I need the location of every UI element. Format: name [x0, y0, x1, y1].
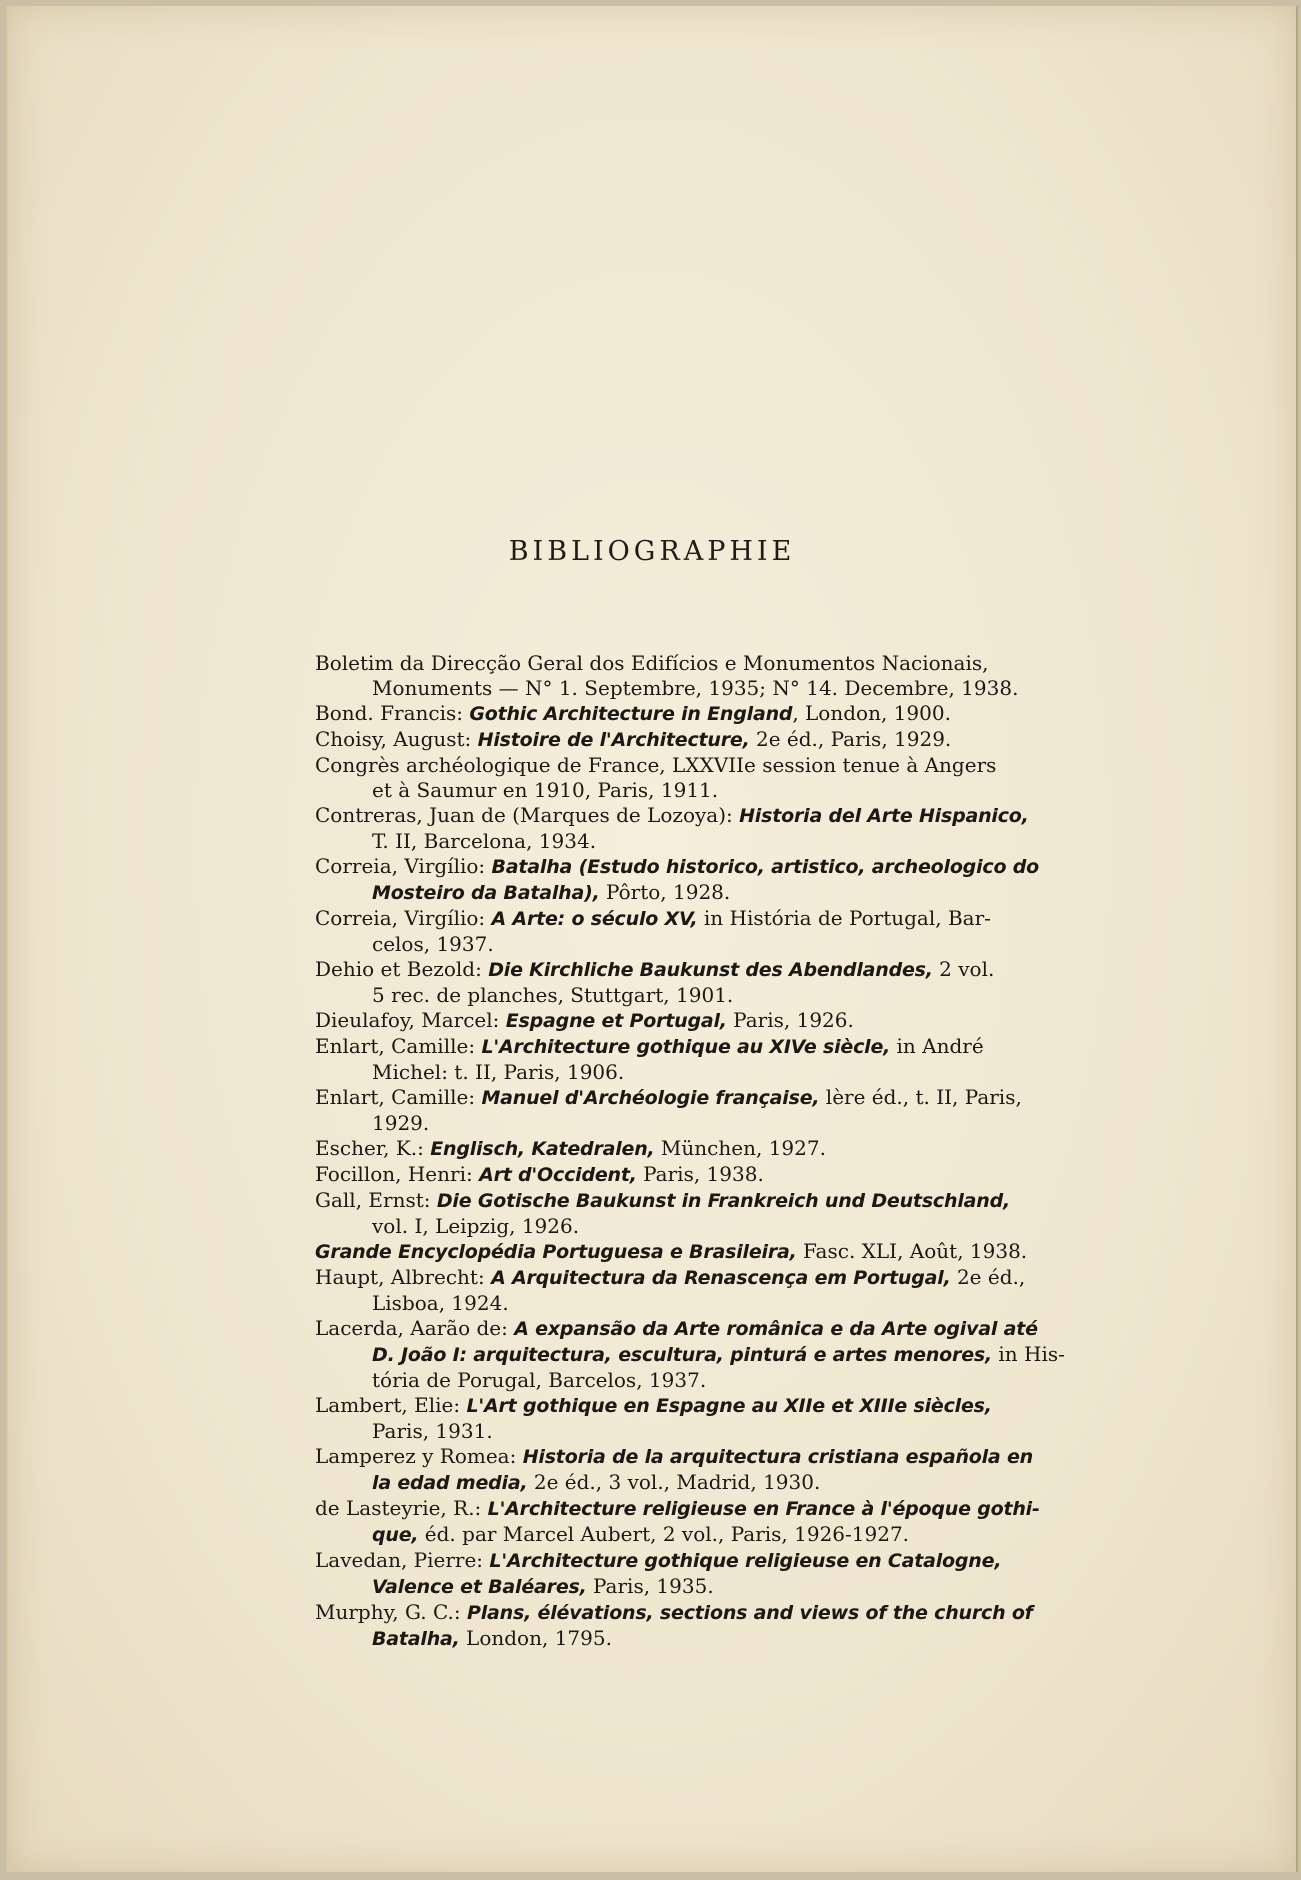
entry-text: Paris, 1926.: [726, 1008, 854, 1032]
bibliography-entry: [315, 651, 1100, 701]
entry-line: [315, 701, 1100, 727]
bibliography-entry: [315, 1085, 1100, 1136]
entry-text: Lacerda, Aarão de:: [315, 1316, 515, 1340]
entry-title-italic: Grande Encyclopédia Portuguesa e Brasileira,: [315, 1241, 797, 1263]
entry-text: Paris, 1935.: [586, 1574, 714, 1598]
entry-text: Fasc. XLI, Août, 1938.: [796, 1239, 1028, 1263]
entry-title-italic: A expansão da Arte românica e da Arte ogival até: [514, 1318, 1038, 1340]
entry-text: Lavedan, Pierre:: [315, 1548, 490, 1572]
entry-text: Lambert, Elie:: [315, 1393, 467, 1417]
entry-line: [315, 1188, 1100, 1214]
entry-text: , London, 1900.: [792, 701, 951, 725]
entry-text: Contreras, Juan de (Marques de Lozoya):: [315, 803, 740, 827]
entry-line: [315, 906, 1100, 932]
entry-title-italic: Histoire de l'Architecture,: [477, 729, 750, 751]
entry-line: [372, 1522, 1100, 1548]
entry-text: Escher, K.:: [315, 1136, 431, 1160]
entry-line: [315, 1600, 1100, 1626]
entry-title-italic: Valence et Baléares,: [372, 1576, 587, 1598]
entry-title-italic: Espagne et Portugal,: [505, 1010, 727, 1032]
entry-title-italic: Art d'Occident,: [479, 1164, 637, 1186]
entry-line: [315, 1444, 1100, 1470]
entry-text: Correia, Virgílio:: [315, 854, 492, 878]
entry-line: [315, 957, 1100, 983]
entry-text: Lamperez y Romea:: [315, 1444, 523, 1468]
bibliography-entry: [315, 1034, 1100, 1085]
entry-text: 1929.: [372, 1111, 430, 1135]
entry-line: [315, 1162, 1100, 1188]
entry-title-italic: Batalha,: [372, 1628, 460, 1650]
entry-line: [315, 1265, 1100, 1291]
entry-text: T. II, Barcelona, 1934.: [372, 829, 597, 853]
entry-line: [315, 1085, 1100, 1111]
entry-text: Michel: t. II, Paris, 1906.: [372, 1060, 625, 1084]
entry-line: [315, 803, 1100, 829]
entry-line: [372, 1470, 1100, 1496]
bibliography-entry: [315, 1600, 1100, 1652]
entry-line: [372, 676, 1100, 701]
bibliography-entry: [315, 1265, 1100, 1316]
entry-title-italic: la edad media,: [372, 1472, 528, 1494]
entry-text: 2e éd.,: [950, 1265, 1026, 1289]
entry-text: lère éd., t. II, Paris,: [819, 1085, 1022, 1109]
entry-line: [315, 1136, 1100, 1162]
entry-title-italic: Historia del Arte Hispanico,: [739, 805, 1029, 827]
bibliography-entry: [315, 803, 1100, 854]
entry-title-italic: L'Art gothique en Espagne au XIIe et XIIIe siècles,: [466, 1395, 992, 1417]
entry-line: [372, 778, 1100, 803]
entry-line: [372, 1291, 1100, 1316]
entry-text: de Lasteyrie, R.:: [315, 1496, 488, 1520]
entry-line: [372, 880, 1100, 906]
entry-line: [372, 983, 1100, 1008]
entry-text: Bond. Francis:: [315, 701, 470, 725]
entry-line: [315, 1239, 1100, 1265]
entry-title-italic: Manuel d'Archéologie française,: [481, 1087, 820, 1109]
entry-text: vol. I, Leipzig, 1926.: [372, 1214, 580, 1238]
entry-text: Focillon, Henri:: [315, 1162, 480, 1186]
entry-text: Lisboa, 1924.: [372, 1291, 509, 1315]
entry-text: Choisy, August:: [315, 727, 478, 751]
bibliography-entry: [315, 1136, 1100, 1162]
bibliography-entry: [315, 1444, 1100, 1496]
entry-title-italic: Die Gotische Baukunst in Frankreich und Deutschland,: [436, 1190, 1010, 1212]
entry-line: [315, 651, 1100, 676]
entry-line: [372, 1214, 1100, 1239]
bibliography-entry: [315, 1162, 1100, 1188]
entry-text: Enlart, Camille:: [315, 1034, 482, 1058]
entry-line: [372, 829, 1100, 854]
entry-title-italic: Die Kirchliche Baukunst des Abendlandes,: [488, 959, 933, 981]
entry-text: Paris, 1938.: [636, 1162, 764, 1186]
entry-text: Correia, Virgílio:: [315, 906, 492, 930]
bibliography-entry: [315, 1316, 1100, 1393]
entry-line: [315, 1316, 1100, 1342]
entry-line: [372, 932, 1100, 957]
entry-line: [315, 854, 1100, 880]
entry-text: in André: [890, 1034, 984, 1058]
entry-line: [315, 1548, 1100, 1574]
entry-text: Congrès archéologique de France, LXXVIIe session tenue à Angers: [315, 753, 997, 777]
entry-text: Gall, Ernst:: [315, 1188, 437, 1212]
entry-line: [315, 1008, 1100, 1034]
entry-text: Enlart, Camille:: [315, 1085, 482, 1109]
bibliography-entry: [315, 1548, 1100, 1600]
entry-text: in História de Portugal, Bar-: [697, 906, 991, 930]
entry-text: Boletim da Direcção Geral dos Edifícios e Monumentos Nacionais,: [315, 651, 989, 675]
entry-text: Dieulafoy, Marcel:: [315, 1008, 506, 1032]
entry-text: tória de Porugal, Barcelos, 1937.: [372, 1368, 707, 1392]
entry-title-italic: Batalha (Estudo historico, artistico, archeologico do: [491, 856, 1039, 878]
bibliography-entry: [315, 957, 1100, 1008]
bibliography-entry: [315, 906, 1100, 957]
entry-text: Murphy, G. C.:: [315, 1600, 467, 1624]
bibliography-entry: [315, 1496, 1100, 1548]
entry-text: 5 rec. de planches, Stuttgart, 1901.: [372, 983, 734, 1007]
bibliography-entry: [315, 701, 1100, 727]
entry-text: Pôrto, 1928.: [599, 880, 731, 904]
entry-title-italic: Historia de la arquitectura cristiana española en: [522, 1446, 1033, 1468]
entry-text: 2e éd., 3 vol., Madrid, 1930.: [527, 1470, 821, 1494]
entry-text: éd. par Marcel Aubert, 2 vol., Paris, 1926-1927.: [418, 1522, 910, 1546]
bibliography-entry: [315, 1188, 1100, 1239]
entry-text: Dehio et Bezold:: [315, 957, 489, 981]
entry-text: Haupt, Albrecht:: [315, 1265, 492, 1289]
entry-title-italic: Englisch, Katedralen,: [430, 1138, 655, 1160]
entry-text: Monuments — N° 1. Septembre, 1935; N° 14. Decembre, 1938.: [372, 676, 1019, 700]
entry-line: [315, 1034, 1100, 1060]
page-heading: BIBLIOGRAPHIE: [508, 536, 796, 567]
entry-text: 2 vol.: [932, 957, 995, 981]
entry-line: [372, 1060, 1100, 1085]
entry-line: [372, 1574, 1100, 1600]
entry-title-italic: L'Architecture religieuse en France à l'époque gothi-: [487, 1498, 1040, 1520]
entry-line: [372, 1626, 1100, 1652]
bibliography-entry: [315, 1239, 1100, 1265]
bibliography-entry: [315, 753, 1100, 803]
entry-text: in His-: [992, 1342, 1065, 1366]
entry-title-italic: Gothic Architecture in England: [469, 703, 793, 725]
entry-line: [372, 1419, 1100, 1444]
bibliography-entry: [315, 854, 1100, 906]
entry-line: [315, 1496, 1100, 1522]
bibliography-entry: [315, 1393, 1100, 1444]
entry-text: celos, 1937.: [372, 932, 494, 956]
entry-title-italic: L'Architecture gothique au XIVe siècle,: [481, 1036, 891, 1058]
entry-line: [315, 753, 1100, 778]
entry-title-italic: Mosteiro da Batalha),: [372, 882, 600, 904]
entry-line: [372, 1342, 1100, 1368]
entry-text: London, 1795.: [459, 1626, 612, 1650]
bibliography-entry: [315, 727, 1100, 753]
entry-text: Paris, 1931.: [372, 1419, 493, 1443]
entry-text: München, 1927.: [654, 1136, 826, 1160]
entry-title-italic: A Arquitectura da Renascença em Portugal,: [491, 1267, 951, 1289]
entry-line: [372, 1368, 1100, 1393]
document-page: [6, 6, 1298, 1872]
bibliography-entry: [315, 1008, 1100, 1034]
entry-text: et à Saumur en 1910, Paris, 1911.: [372, 778, 719, 802]
bibliography-list: [315, 651, 1100, 1652]
entry-text: 2e éd., Paris, 1929.: [749, 727, 952, 751]
entry-title-italic: que,: [372, 1524, 419, 1546]
entry-title-italic: A Arte: o século XV,: [491, 908, 698, 930]
entry-line: [315, 727, 1100, 753]
entry-line: [372, 1111, 1100, 1136]
entry-title-italic: Plans, élévations, sections and views of the church of: [466, 1602, 1033, 1624]
entry-line: [315, 1393, 1100, 1419]
entry-title-italic: D. João I: arquitectura, escultura, pinturá e artes menores,: [372, 1344, 993, 1366]
entry-title-italic: L'Architecture gothique religieuse en Catalogne,: [489, 1550, 1002, 1572]
